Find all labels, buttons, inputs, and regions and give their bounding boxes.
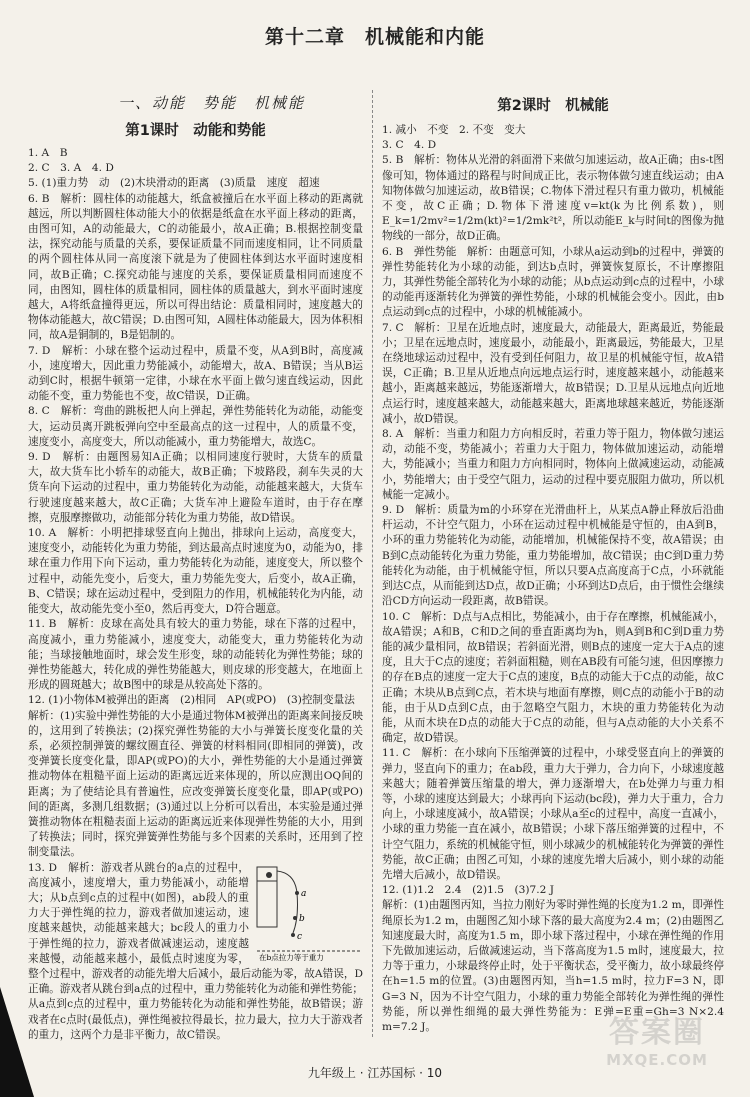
bungee-figure bbox=[255, 863, 363, 961]
watermark-url: MXQE.COM bbox=[606, 1051, 708, 1069]
rope-path bbox=[277, 871, 298, 933]
watermark-logo: 答案圈 bbox=[609, 1015, 705, 1050]
answer-item: 8. A 解析：当重力和阻力方向相反时，若重力等于阻力，物体做匀速运动，动能不变，势能减小；若重力大于阻力，物体做加速运动，动能增大，势能减小；当重力和阻力方向相同时，物体向上做减速运动，动能减小，势能增大；由于受空气阻力，运动的过程中要克服阻力做功，所以机械能一定减小。 bbox=[382, 428, 724, 501]
bungee-diagram bbox=[255, 863, 363, 961]
answer-item: 10. A 解析：小明把排球竖直向上抛出，排球向上运动，高度变大，速度变小，动能转化为重力势能，到达最高点时速度为0，动能为0，排球在重力作用下向下运动，重力势能转化为动能，速度变大，所以整个过程中，动能先变小，后变大，重力势能先变大，后变小，故A正确，B、C错误；球在运动过程中，受到阻力的作用，机械能转化为内能，动能变大，故动能先变小至0，然后再变大，D符合题意。 bbox=[28, 527, 363, 616]
left-column bbox=[28, 88, 363, 1055]
answer-item: 解析：(1)由题图丙知，当拉力刚好为零时弹性绳的长度为1.2 m，即弹性绳原长为1.2 m，由题图乙知小球下落的最大高度为2.4 m；(2)由题图乙知速度最大时，高度为1.5 m，即小球下落过程中，小球在弹性绳的作用下先做加速运动，后做减速运动，当下落高度为1.5 m时，速度最大，拉力等于重力，小球最终停止时，处于平衡状态，受平衡力，故小球最终停在h=1.5 m的位置。(3)由题图丙知，当h=1.5 m时，拉力F=3 N，即G=3 N，因为不计空气阻力，小球的重力势能全部转化为弹性绳的弹性势能，所以弹性细绳的最大弹性势能为：E弹=E重=Gh=3 N×2.4 m=7.2 J。 bbox=[382, 899, 724, 1033]
lesson-title: 第1课时 动能和势能 bbox=[125, 123, 266, 139]
figure-caption: 在b点拉力等于重力 bbox=[259, 952, 324, 961]
answer-item: 5. (1)重力势 动 (2)木块滑动的距离 (3)质量 速度 超速 bbox=[28, 177, 320, 190]
answer-item: 6. B 解析：圆柱体的动能越大，纸盒被撞后在水平面上移动的距离就越远，所以判断圆柱体动能大小的依据是纸盒在水平面上移动的距离，由图可知，A的动能最大，C的动能最小，故A正确；B.根据控制变量法，探究动能与质量的关系，要保证质量不同而速度相同，让不同质量的两个圆柱体从同一高度滚下就是为了使圆柱体到达水平面时速度相同，故B正确；C.探究动能与速度的关系，要保证质量相同而速度不同，由图知，圆柱体的质量相同，圆柱体的质量越大，到水平面时速度越大，A将纸盒撞得更远，所以可得出结论：质量相同时，速度越大的物体动能越大，故C错误；D.由图可知，A圆柱体动能最大，因为体积相同，故A是铜制的，B是铝制的。 bbox=[28, 192, 363, 342]
answer-item: 11. B 解析：皮球在高处具有较大的重力势能，球在下落的过程中，高度减小，重力势能减小，速度变大，动能变大，重力势能转化为动能；当球接触地面时，球会发生形变，球的动能转化为弹性势能；球的弹性势能越大，转化成的弹性势能越大，则皮球的形变越大，在地面上形成的圆斑越大；故B图中的球是从较高处下落的。 bbox=[28, 618, 363, 692]
answer-item: 2. C 3. A 4. D bbox=[28, 162, 114, 175]
label-c: c bbox=[297, 931, 303, 942]
section-heading: 一、动能 势能 机械能 bbox=[118, 94, 306, 112]
site-watermark bbox=[582, 1007, 732, 1087]
answer-item: 解析：(1)实验中弹性势能的大小是通过物体M被弹出的距离来间接反映的，这用到了转换法；(2)探究弹性势能的大小与弹簧长度变化量的关系，必须控制弹簧的螺纹圈直径、弹簧的材料相同(即相同的弹簧)，改变弹簧长度变化量，即AP(或PO)的大小，弹性势能的大小是通过弹簧推动物体在粗糙平面上运动的距离远近来体现的，所以应测出OQ间的距离；为了使结论具有普遍性，应改变弹簧长度变化量，即AP(或PO)间的距离，多测几组数据；(3)通过以上分析可以看出，本实验是通过弹簧推动物体在粗糙表面上运动的距离远近来体现弹性势能的大小，用到了转换法；同时，探究弹簧弹性势能与多个因素的关系时，还用到了控制变量法。 bbox=[28, 709, 363, 859]
answer-item: 13. D 解析：游戏者从跳台的a点的过程中，高度减小，速度增大，重力势能减小，动能增大；从b点到c点的过程中(如图)，ab段人的重力大于弹性绳的拉力，游戏者做加速运动，速度越来越快，动能越来越大；bc段人的重力小于弹性绳的拉力，游戏者做减速运动，速度越来越慢，动能越来越小，最低点时速度为零，整个过程中，游戏者的动能先增大后减小，最后动能为零，故A错误，D正确。游戏者从跳台到a点的过程中，重力势能转化为动能和弹性势能；从a点到c点的过程中，重力势能转化为动能和弹性势能，故B错误；游戏者在c点时(最低点)，弹性绳被拉得最长，拉力最大，拉力大于游戏者的重力，这两个力是非平衡力，故C错误。 bbox=[28, 861, 363, 1041]
answer-item: 11. C 解析：在小球向下压缩弹簧的过程中，小球受竖直向上的弹簧的弹力，竖直向下的重力；在ab段，重力大于弹力，合力向下，小球速度越来越大；随着弹簧压缩量的增大，弹力逐渐增大，在b处弹力与重力相等，小球的速度达到最大；小球再向下运动(bc段)，弹力大于重力，合力向上，小球速度减小，故A错误；小球从a至c的过程中，高度一直减小，小球的重力势能一直在减小，故B错误；小球下落压缩弹簧的过程中，不计空气阻力，系统的机械能守恒，则小球减少的机械能转化为弹簧的弹性势能，故C正确；由图乙可知，小球的速度先增大后减小，则小球的动能先增大后减小，故D错误。 bbox=[382, 747, 724, 881]
point-b-mark bbox=[293, 916, 297, 920]
answer-item: 7. C 解析：卫星在近地点时，速度最大，动能最大，距离最近，势能最小；卫星在远地点时，速度最小，动能最小，距离最远，势能最大，卫星在绕地球运动过程中，没有受到任何阻力，故卫星的机械能守恒，故A错误，C正确；B.卫星从近地点向远地点运行时，速度越来越小，动能越来越小，距离越来越远，势能逐渐增大，故B错误；D.卫星从远地点向近地点运行时，速度越来越大，动能越来越大，距离地球越来越近，势能逐渐减小，故D错误。 bbox=[382, 321, 724, 425]
page-footer: 九年级上 · 江苏国标 · 10 bbox=[307, 1066, 443, 1080]
right-column bbox=[382, 88, 724, 1055]
page-title: 第十二章 机械能和内能 bbox=[264, 26, 485, 48]
answer-item: 6. B 弹性势能 解析：由题意可知，小球从a运动到b的过程中，弹簧的弹性势能转化为小球的动能，到达b点时，弹簧恢复原长，不计摩擦阻力，其弹性势能全部转化为小球的动能；从b点运动到c点的过程中，小球的动能再逐渐转化为弹簧的弹性势能，小球的机械能会变小。因此，由b点运动到c点的过程中，小球的机械能减小。 bbox=[382, 245, 724, 319]
answer-item: 8. C 解析：弯曲的跳板把人向上弹起，弹性势能转化为动能，动能变大，运动员离开跳板弹向空中至最高点的这一过程中，人的质量不变，速度变小，高度变大，所以动能减小，重力势能增大，故选C。 bbox=[28, 405, 363, 448]
lesson-title: 第2课时 机械能 bbox=[497, 98, 609, 114]
answer-item: 1. 减小 不变 2. 不变 变大 bbox=[382, 124, 526, 136]
column-divider bbox=[372, 90, 373, 1037]
point-c-mark bbox=[291, 933, 295, 937]
answer-item: 9. D 解析：由题图易知A正确；以相同速度行驶时，大货车的质量大，故大货车比小轿车的动能大，故B正确；下坡路段，刹车失灵的大货车向下运动的过程中，重力势能转化为动能，动能越来越大，大货车行驶速度越来越大，故C正确；大货车冲上避险车道时，由于存在摩擦，克服摩擦做功，动能部分转化为重力势能，故D错误。 bbox=[28, 451, 363, 524]
point-a-mark bbox=[295, 891, 299, 895]
jumper-head bbox=[266, 872, 272, 878]
label-b: b bbox=[299, 913, 305, 924]
corner-shadow bbox=[0, 987, 34, 1097]
answer-item: 5. B 解析：物体从光滑的斜面滑下来做匀加速运动，故A正确；由s-t图像可知，物体通过的路程与时间成正比，表示物体做匀速直线运动；由A知物体做匀加速运动，故B错误；C.物体下滑过程只有重力做功，机械能不变，故C正确；D.物体下滑速度v=kt(k为比例系数)，则E_k=1/2mv²=1/2m(kt)²=1/2mk²t²，所以动能E_k与时间t的图像为抛物线的一部分，故D正确。 bbox=[382, 154, 724, 243]
answer-item: 12. (1)小物体M被弹出的距离 (2)相同 AP(或PO) (3)控制变量法 bbox=[28, 694, 355, 707]
answer-item: 3. C 4. D bbox=[382, 139, 437, 152]
label-a: a bbox=[301, 888, 307, 899]
answer-item: 12. (1)1.2 2.4 (2)1.5 (3)7.2 J bbox=[382, 884, 555, 897]
answer-item: 10. C 解析：D点与A点相比，势能减小，由于存在摩擦，机械能减小，故A错误；A和B，C和D之间的垂直距离均为h，则A到B和C到D重力势能的减少量相同，故B错误；若斜面光滑，则B点的速度一定大于A点的速度，且大于C点的速度；若斜面粗糙，则在AB段有可能匀速，但因摩擦力的存在B点的速度一定大于C点的速度，B点的动能大于C点的动能，故C正确；木块从B点到C点，若木块与地面有摩擦，则C点的动能小于B的动能，由于从D点到C点，由于忽略空气阻力，木块的重力势能转化为动能，从而木块在D点的动能大于C点的动能，但与A点动能的大小关系不确定，故D错误。 bbox=[382, 610, 724, 745]
answer-item: 9. D 解析：质量为m的小环穿在光滑曲杆上，从某点A静止释放后沿曲杆运动，不计空气阻力，小环在运动过程中机械能是守恒的，由A到B，小环的重力势能转化为动能，动能增加，机械能保持不变，故A错误；由B到C点动能转化为重力势能，重力势能增加，故C错误；由C到D重力势能转化为动能，由于机械能守恒，所以只要A点高度高于C点，小环就能到达C点，从而能到达D点，故D正确；小环到达D点后，由于惯性会继续沿CD方向运动一段距离，故B错误。 bbox=[382, 504, 724, 608]
answer-item: 1. A B bbox=[28, 147, 68, 159]
answer-item: 7. D 解析：小球在整个运动过程中，质量不变，从A到B时，高度减小，速度增大，因此重力势能减小，动能增大，故A、B错误；当从B运动到C时，根据牛顿第一定律，小球在水平面上做匀速直线运动，因此动能不变，重力势能也不变，故C错误，D正确。 bbox=[28, 344, 363, 403]
